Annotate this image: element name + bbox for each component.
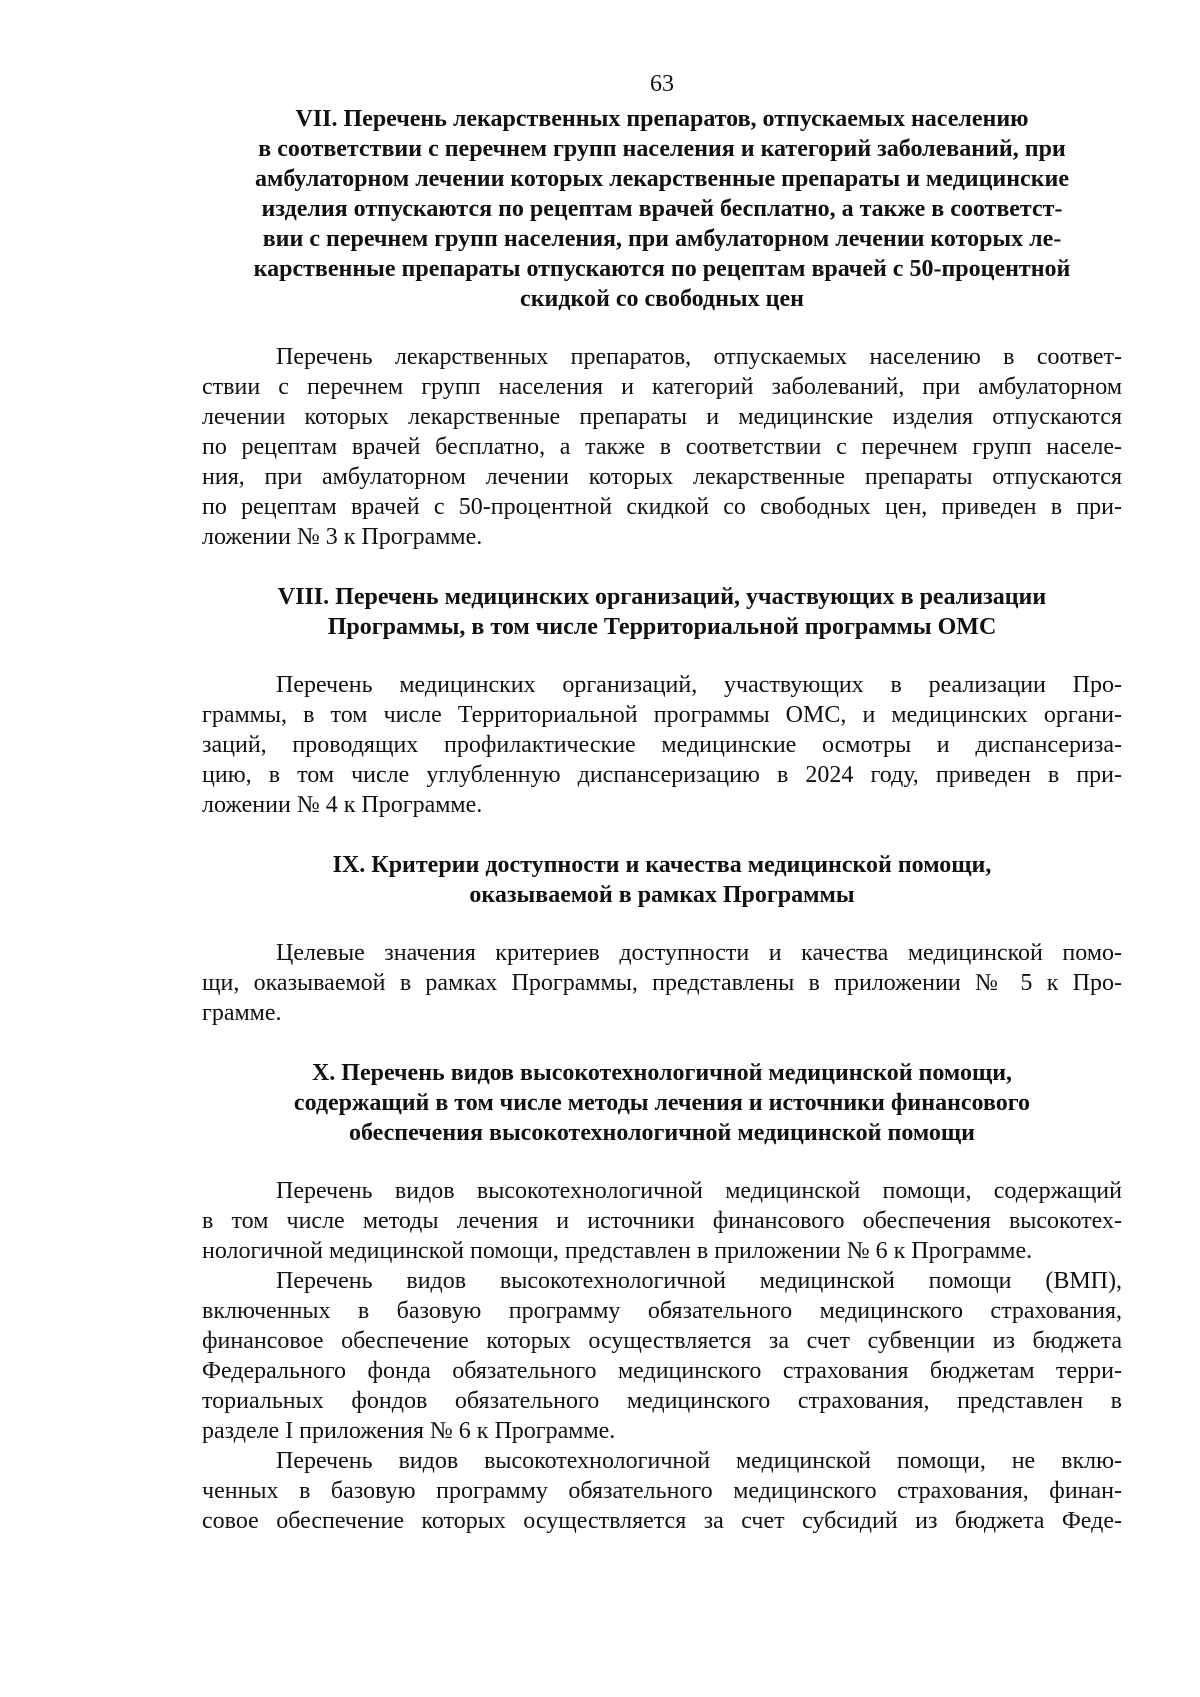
heading-line: VII. Перечень лекарственных препаратов, отпускаемых населению [295, 106, 1029, 132]
section-heading [202, 1058, 1122, 1148]
paragraph-line: лечении которых лекарственные препараты и медицинские изделия отпускаются [202, 404, 1122, 430]
paragraph-line: совое обеспечение которых осуществляется за счет субсидий из бюджета Феде- [202, 1508, 1122, 1534]
paragraph-line: ствии с перечнем групп населения и категорий заболеваний, при амбулаторном [202, 374, 1122, 400]
section-heading [202, 582, 1122, 642]
body-paragraph [202, 1446, 1122, 1536]
body-paragraph [202, 342, 1122, 552]
heading-line: X. Перечень видов высокотехнологичной медицинской помощи, [311, 1060, 1013, 1086]
paragraph-line: грамме. [202, 1000, 282, 1026]
paragraph-line: нологичной медицинской помощи, представлен в приложении № 6 к Программе. [202, 1238, 1033, 1264]
body-paragraph [202, 670, 1122, 820]
paragraph-line: Федерального фонда обязательного медицинского страхования бюджетам терри- [202, 1358, 1122, 1384]
paragraph-line: Целевые значения критериев доступности и качества медицинской помо- [276, 940, 1122, 966]
heading-line: карственные препараты отпускаются по рецептам врачей с 50-процентной [253, 256, 1071, 282]
heading-line: скидкой со свободных цен [520, 286, 804, 312]
section-ix [202, 850, 1122, 1028]
paragraph-line: Перечень лекарственных препаратов, отпускаемых населению в соответ- [276, 344, 1122, 370]
heading-line: Программы, в том числе Территориальной программы ОМС [327, 614, 997, 640]
paragraph-line: щи, оказываемой в рамках Программы, представлены в приложении № 5 к Про- [202, 970, 1122, 996]
heading-line: вии с перечнем групп населения, при амбулаторном лечении которых ле- [262, 226, 1062, 252]
heading-line: содержащий в том числе методы лечения и источники финансового [293, 1090, 1031, 1116]
paragraph-line: разделе I приложения № 6 к Программе. [202, 1418, 616, 1444]
heading-line: амбулаторном лечении которых лекарственные препараты и медицинские [254, 166, 1070, 192]
paragraph-line: финансовое обеспечение которых осуществляется за счет субвенции из бюджета [202, 1328, 1122, 1354]
paragraph-line: ложении № 4 к Программе. [202, 792, 483, 818]
heading-line: в соответствии с перечнем групп населения и категорий заболеваний, при [258, 136, 1066, 162]
section-x [202, 1058, 1122, 1536]
body-paragraph [202, 1266, 1122, 1446]
heading-line: VIII. Перечень медицинских организаций, участвующих в реализации [277, 584, 1047, 610]
section-vii [202, 104, 1122, 552]
paragraph-line: Перечень медицинских организаций, участвующих в реализации Про- [276, 672, 1122, 698]
paragraph-line: по рецептам врачей с 50-процентной скидкой со свободных цен, приведен в при- [202, 494, 1122, 520]
paragraph-line: включенных в базовую программу обязательного медицинского страхования, [202, 1298, 1122, 1324]
page-number: 63 [650, 71, 674, 97]
paragraph-line: ния, при амбулаторном лечении которых лекарственные препараты отпускаются [202, 464, 1122, 490]
paragraph-line: Перечень видов высокотехнологичной медицинской помощи (ВМП), [276, 1268, 1122, 1294]
paragraph-line: ложении № 3 к Программе. [202, 524, 483, 550]
document-page [202, 70, 1122, 1536]
body-paragraph [202, 1176, 1122, 1266]
paragraph-line: граммы, в том числе Территориальной программы ОМС, и медицинских органи- [202, 702, 1122, 728]
section-heading [202, 104, 1122, 314]
section-viii [202, 582, 1122, 820]
paragraph-line: ченных в базовую программу обязательного медицинского страхования, финан- [202, 1478, 1122, 1504]
paragraph-line: Перечень видов высокотехнологичной медицинской помощи, содержащий [276, 1178, 1122, 1204]
paragraph-line: ториальных фондов обязательного медицинского страхования, представлен в [202, 1388, 1122, 1414]
heading-line: оказываемой в рамках Программы [469, 882, 855, 908]
paragraph-line: по рецептам врачей бесплатно, а также в соответствии с перечнем групп населе- [202, 434, 1122, 460]
paragraph-line: заций, проводящих профилактические медицинские осмотры и диспансериза- [202, 732, 1122, 758]
section-heading [202, 850, 1122, 910]
paragraph-line: в том числе методы лечения и источники финансового обеспечения высокотех- [202, 1208, 1122, 1234]
heading-line: изделия отпускаются по рецептам врачей бесплатно, а также в соответст- [261, 196, 1063, 222]
heading-line: обеспечения высокотехнологичной медицинской помощи [348, 1120, 975, 1146]
paragraph-line: цию, в том числе углубленную диспансеризацию в 2024 году, приведен в при- [202, 762, 1122, 788]
heading-line: IX. Критерии доступности и качества медицинской помощи, [332, 852, 992, 878]
paragraph-line: Перечень видов высокотехнологичной медицинской помощи, не вклю- [276, 1448, 1122, 1474]
body-paragraph [202, 938, 1122, 1028]
